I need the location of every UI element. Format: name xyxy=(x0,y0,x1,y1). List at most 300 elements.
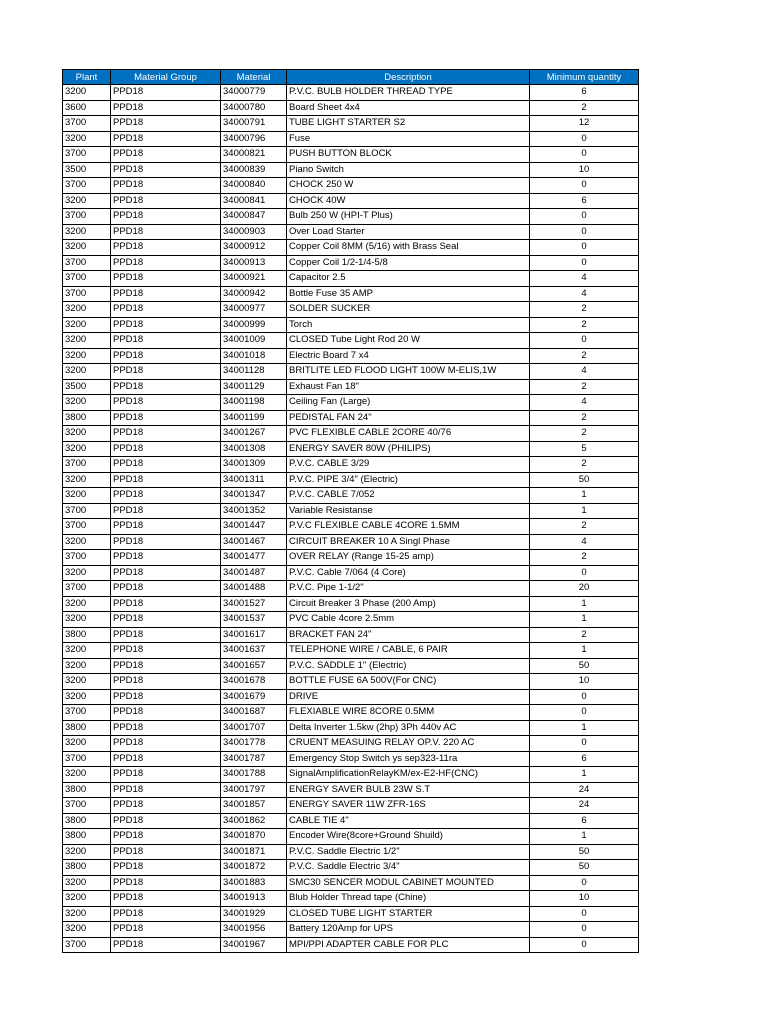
table-row xyxy=(63,751,639,767)
cell-material: 34001967 xyxy=(221,937,287,953)
cell-description: PVC FLEXIBLE CABLE 2CORE 40/76 xyxy=(287,426,530,442)
cell-material: 34001311 xyxy=(221,472,287,488)
cell-plant: 3700 xyxy=(63,937,111,953)
column-header-description: Description xyxy=(287,70,530,85)
cell-description: Ceiling Fan (Large) xyxy=(287,395,530,411)
cell-material-group: PPD18 xyxy=(111,426,221,442)
table-row xyxy=(63,922,639,938)
cell-material: 34001128 xyxy=(221,364,287,380)
cell-material: 34001488 xyxy=(221,581,287,597)
table-row xyxy=(63,271,639,287)
cell-plant: 3200 xyxy=(63,643,111,659)
cell-material: 34001199 xyxy=(221,410,287,426)
table-row xyxy=(63,193,639,209)
cell-material-group: PPD18 xyxy=(111,860,221,876)
cell-material-group: PPD18 xyxy=(111,255,221,271)
cell-material: 34001707 xyxy=(221,720,287,736)
cell-description: P.V.C. Pipe 1-1/2" xyxy=(287,581,530,597)
cell-description: PEDISTAL FAN 24" xyxy=(287,410,530,426)
table-row xyxy=(63,674,639,690)
cell-material: 34001487 xyxy=(221,565,287,581)
cell-minimum-quantity: 1 xyxy=(530,720,639,736)
cell-minimum-quantity: 0 xyxy=(530,565,639,581)
table-row xyxy=(63,844,639,860)
table-row xyxy=(63,519,639,535)
cell-material-group: PPD18 xyxy=(111,503,221,519)
cell-plant: 3200 xyxy=(63,348,111,364)
cell-material-group: PPD18 xyxy=(111,534,221,550)
cell-material-group: PPD18 xyxy=(111,302,221,318)
cell-material-group: PPD18 xyxy=(111,612,221,628)
cell-material-group: PPD18 xyxy=(111,829,221,845)
column-header-plant: Plant xyxy=(63,70,111,85)
cell-minimum-quantity: 2 xyxy=(530,410,639,426)
cell-plant: 3700 xyxy=(63,751,111,767)
cell-plant: 3200 xyxy=(63,302,111,318)
cell-material: 34000912 xyxy=(221,240,287,256)
cell-material: 34001679 xyxy=(221,689,287,705)
cell-material: 34001787 xyxy=(221,751,287,767)
cell-material: 34001778 xyxy=(221,736,287,752)
cell-description: Copper Coil 1/2-1/4-5/8 xyxy=(287,255,530,271)
cell-description: SOLDER SUCKER xyxy=(287,302,530,318)
cell-plant: 3200 xyxy=(63,224,111,240)
cell-minimum-quantity: 1 xyxy=(530,503,639,519)
cell-plant: 3700 xyxy=(63,116,111,132)
cell-material: 34001009 xyxy=(221,333,287,349)
cell-minimum-quantity: 6 xyxy=(530,193,639,209)
cell-description: BRACKET FAN 24" xyxy=(287,627,530,643)
cell-minimum-quantity: 50 xyxy=(530,860,639,876)
cell-description: MPI/PPI ADAPTER CABLE FOR PLC xyxy=(287,937,530,953)
header-row xyxy=(63,70,639,85)
column-header-material-group: Material Group xyxy=(111,70,221,85)
cell-material: 34001870 xyxy=(221,829,287,845)
cell-minimum-quantity: 6 xyxy=(530,813,639,829)
table-row xyxy=(63,286,639,302)
cell-plant: 3800 xyxy=(63,410,111,426)
cell-material: 34001537 xyxy=(221,612,287,628)
cell-material: 34000840 xyxy=(221,178,287,194)
cell-plant: 3200 xyxy=(63,317,111,333)
cell-description: CRUENT MEASUING RELAY OP.V. 220 AC xyxy=(287,736,530,752)
cell-material-group: PPD18 xyxy=(111,100,221,116)
cell-minimum-quantity: 4 xyxy=(530,534,639,550)
cell-material: 34001198 xyxy=(221,395,287,411)
cell-plant: 3700 xyxy=(63,255,111,271)
table-row xyxy=(63,720,639,736)
cell-minimum-quantity: 0 xyxy=(530,224,639,240)
cell-minimum-quantity: 0 xyxy=(530,178,639,194)
cell-minimum-quantity: 4 xyxy=(530,271,639,287)
table-row xyxy=(63,224,639,240)
cell-plant: 3800 xyxy=(63,860,111,876)
cell-plant: 3800 xyxy=(63,782,111,798)
cell-plant: 3700 xyxy=(63,581,111,597)
cell-material-group: PPD18 xyxy=(111,116,221,132)
cell-plant: 3200 xyxy=(63,596,111,612)
cell-minimum-quantity: 6 xyxy=(530,85,639,101)
cell-material: 34001347 xyxy=(221,488,287,504)
table-row xyxy=(63,333,639,349)
cell-description: PVC Cable 4core 2.5mm xyxy=(287,612,530,628)
cell-material: 34001637 xyxy=(221,643,287,659)
cell-material: 34001797 xyxy=(221,782,287,798)
table-row xyxy=(63,302,639,318)
table-row xyxy=(63,550,639,566)
cell-plant: 3700 xyxy=(63,147,111,163)
cell-minimum-quantity: 0 xyxy=(530,333,639,349)
table-row xyxy=(63,705,639,721)
cell-plant: 3700 xyxy=(63,503,111,519)
cell-material-group: PPD18 xyxy=(111,333,221,349)
cell-material: 34001308 xyxy=(221,441,287,457)
column-header-minimum-quantity: Minimum quantity xyxy=(530,70,639,85)
cell-description: Over Load Starter xyxy=(287,224,530,240)
table-row xyxy=(63,85,639,101)
cell-description: P.V.C. CABLE 3/29 xyxy=(287,457,530,473)
cell-minimum-quantity: 1 xyxy=(530,596,639,612)
table-row xyxy=(63,782,639,798)
cell-plant: 3700 xyxy=(63,550,111,566)
table-row xyxy=(63,689,639,705)
cell-description: Exhaust Fan 18" xyxy=(287,379,530,395)
cell-plant: 3600 xyxy=(63,100,111,116)
cell-material-group: PPD18 xyxy=(111,922,221,938)
table-row xyxy=(63,426,639,442)
table-row xyxy=(63,441,639,457)
cell-minimum-quantity: 2 xyxy=(530,457,639,473)
cell-material-group: PPD18 xyxy=(111,131,221,147)
cell-plant: 3200 xyxy=(63,395,111,411)
cell-description: Variable Resistanse xyxy=(287,503,530,519)
cell-plant: 3700 xyxy=(63,286,111,302)
cell-plant: 3200 xyxy=(63,131,111,147)
cell-material: 34001871 xyxy=(221,844,287,860)
cell-description: SMC30 SENCER MODUL CABINET MOUNTED xyxy=(287,875,530,891)
cell-minimum-quantity: 0 xyxy=(530,147,639,163)
cell-material: 34001447 xyxy=(221,519,287,535)
table-row xyxy=(63,534,639,550)
cell-description: ENERGY SAVER 80W (PHILIPS) xyxy=(287,441,530,457)
cell-minimum-quantity: 0 xyxy=(530,937,639,953)
cell-material-group: PPD18 xyxy=(111,224,221,240)
cell-material: 34001477 xyxy=(221,550,287,566)
cell-material-group: PPD18 xyxy=(111,85,221,101)
cell-plant: 3800 xyxy=(63,720,111,736)
table-row xyxy=(63,612,639,628)
table-row xyxy=(63,488,639,504)
cell-description: Bottle Fuse 35 AMP xyxy=(287,286,530,302)
cell-minimum-quantity: 0 xyxy=(530,875,639,891)
table-row xyxy=(63,457,639,473)
cell-plant: 3200 xyxy=(63,488,111,504)
table-row xyxy=(63,937,639,953)
cell-minimum-quantity: 2 xyxy=(530,426,639,442)
table-row xyxy=(63,395,639,411)
cell-plant: 3200 xyxy=(63,875,111,891)
cell-material-group: PPD18 xyxy=(111,767,221,783)
cell-material: 34000779 xyxy=(221,85,287,101)
cell-material-group: PPD18 xyxy=(111,565,221,581)
cell-plant: 3200 xyxy=(63,565,111,581)
cell-plant: 3200 xyxy=(63,736,111,752)
cell-material: 34000796 xyxy=(221,131,287,147)
table-row xyxy=(63,596,639,612)
cell-material-group: PPD18 xyxy=(111,689,221,705)
cell-minimum-quantity: 2 xyxy=(530,379,639,395)
cell-material-group: PPD18 xyxy=(111,162,221,178)
cell-minimum-quantity: 6 xyxy=(530,751,639,767)
table-row xyxy=(63,565,639,581)
table-row xyxy=(63,410,639,426)
cell-material-group: PPD18 xyxy=(111,488,221,504)
table-row xyxy=(63,829,639,845)
cell-description: P.V.C. BULB HOLDER THREAD TYPE xyxy=(287,85,530,101)
table-row xyxy=(63,860,639,876)
cell-description: FLEXIABLE WIRE 8CORE 0.5MM xyxy=(287,705,530,721)
cell-minimum-quantity: 5 xyxy=(530,441,639,457)
table-row xyxy=(63,147,639,163)
cell-minimum-quantity: 2 xyxy=(530,317,639,333)
cell-description: Board Sheet 4x4 xyxy=(287,100,530,116)
cell-description: Emergency Stop Switch ys sep323-11ra xyxy=(287,751,530,767)
table-row xyxy=(63,813,639,829)
cell-material-group: PPD18 xyxy=(111,782,221,798)
cell-material: 34001467 xyxy=(221,534,287,550)
cell-minimum-quantity: 2 xyxy=(530,302,639,318)
cell-material-group: PPD18 xyxy=(111,147,221,163)
table-row xyxy=(63,317,639,333)
cell-plant: 3200 xyxy=(63,922,111,938)
cell-plant: 3200 xyxy=(63,891,111,907)
cell-material-group: PPD18 xyxy=(111,519,221,535)
cell-minimum-quantity: 4 xyxy=(530,395,639,411)
cell-plant: 3200 xyxy=(63,906,111,922)
cell-plant: 3700 xyxy=(63,271,111,287)
cell-material: 34000921 xyxy=(221,271,287,287)
table-row xyxy=(63,364,639,380)
cell-material-group: PPD18 xyxy=(111,441,221,457)
cell-description: CLOSED TUBE LIGHT STARTER xyxy=(287,906,530,922)
cell-minimum-quantity: 0 xyxy=(530,240,639,256)
cell-minimum-quantity: 2 xyxy=(530,550,639,566)
cell-plant: 3800 xyxy=(63,829,111,845)
table-row xyxy=(63,379,639,395)
cell-plant: 3200 xyxy=(63,767,111,783)
cell-minimum-quantity: 0 xyxy=(530,255,639,271)
table-row xyxy=(63,240,639,256)
cell-plant: 3200 xyxy=(63,426,111,442)
cell-material: 34001527 xyxy=(221,596,287,612)
cell-material-group: PPD18 xyxy=(111,472,221,488)
cell-material-group: PPD18 xyxy=(111,705,221,721)
cell-description: Bulb 250 W (HPI-T Plus) xyxy=(287,209,530,225)
cell-minimum-quantity: 2 xyxy=(530,100,639,116)
cell-description: P.V.C. Saddle Electric 3/4" xyxy=(287,860,530,876)
cell-material-group: PPD18 xyxy=(111,286,221,302)
cell-plant: 3200 xyxy=(63,658,111,674)
cell-material-group: PPD18 xyxy=(111,751,221,767)
cell-minimum-quantity: 0 xyxy=(530,131,639,147)
cell-material-group: PPD18 xyxy=(111,844,221,860)
cell-minimum-quantity: 0 xyxy=(530,906,639,922)
cell-plant: 3200 xyxy=(63,612,111,628)
cell-material: 34000821 xyxy=(221,147,287,163)
cell-plant: 3200 xyxy=(63,689,111,705)
cell-material: 34001929 xyxy=(221,906,287,922)
cell-description: CIRCUIT BREAKER 10 A Singl Phase xyxy=(287,534,530,550)
table-row xyxy=(63,116,639,132)
table-row xyxy=(63,798,639,814)
cell-material: 34001872 xyxy=(221,860,287,876)
cell-material: 34001687 xyxy=(221,705,287,721)
cell-description: ENERGY SAVER 11W ZFR-16S xyxy=(287,798,530,814)
cell-plant: 3800 xyxy=(63,627,111,643)
cell-plant: 3200 xyxy=(63,193,111,209)
cell-minimum-quantity: 0 xyxy=(530,736,639,752)
cell-material: 34001862 xyxy=(221,813,287,829)
cell-material-group: PPD18 xyxy=(111,581,221,597)
cell-plant: 3700 xyxy=(63,798,111,814)
cell-description: Battery 120Amp for UPS xyxy=(287,922,530,938)
cell-minimum-quantity: 0 xyxy=(530,209,639,225)
table-row xyxy=(63,627,639,643)
cell-material: 34001678 xyxy=(221,674,287,690)
cell-description: CABLE TIE 4" xyxy=(287,813,530,829)
cell-material-group: PPD18 xyxy=(111,674,221,690)
cell-material-group: PPD18 xyxy=(111,364,221,380)
cell-material: 34000999 xyxy=(221,317,287,333)
cell-description: SignalAmplificationRelayKM/ex-E2-HF(CNC) xyxy=(287,767,530,783)
cell-material: 34000839 xyxy=(221,162,287,178)
cell-plant: 3700 xyxy=(63,209,111,225)
cell-material: 34000791 xyxy=(221,116,287,132)
cell-plant: 3200 xyxy=(63,472,111,488)
cell-description: Copper Coil 8MM (5/16) with Brass Seal xyxy=(287,240,530,256)
cell-description: CLOSED Tube Light Rod 20 W xyxy=(287,333,530,349)
cell-plant: 3800 xyxy=(63,813,111,829)
cell-plant: 3200 xyxy=(63,844,111,860)
cell-material: 34001129 xyxy=(221,379,287,395)
table-row xyxy=(63,581,639,597)
table-row xyxy=(63,178,639,194)
cell-material-group: PPD18 xyxy=(111,271,221,287)
cell-minimum-quantity: 1 xyxy=(530,643,639,659)
cell-minimum-quantity: 10 xyxy=(530,162,639,178)
table-row xyxy=(63,875,639,891)
cell-material: 34000841 xyxy=(221,193,287,209)
cell-description: DRIVE xyxy=(287,689,530,705)
cell-material-group: PPD18 xyxy=(111,209,221,225)
cell-description: ENERGY SAVER BULB 23W S.T xyxy=(287,782,530,798)
cell-material-group: PPD18 xyxy=(111,178,221,194)
cell-material-group: PPD18 xyxy=(111,798,221,814)
cell-material-group: PPD18 xyxy=(111,658,221,674)
cell-description: Capacitor 2.5 xyxy=(287,271,530,287)
cell-plant: 3200 xyxy=(63,534,111,550)
column-header-material: Material xyxy=(221,70,287,85)
cell-minimum-quantity: 4 xyxy=(530,364,639,380)
table-row xyxy=(63,255,639,271)
cell-minimum-quantity: 10 xyxy=(530,674,639,690)
cell-material: 34001956 xyxy=(221,922,287,938)
cell-material-group: PPD18 xyxy=(111,193,221,209)
cell-minimum-quantity: 20 xyxy=(530,581,639,597)
cell-material: 34000847 xyxy=(221,209,287,225)
cell-description: PUSH BUTTON BLOCK xyxy=(287,147,530,163)
table-row xyxy=(63,348,639,364)
cell-minimum-quantity: 4 xyxy=(530,286,639,302)
cell-material-group: PPD18 xyxy=(111,906,221,922)
cell-description: Fuse xyxy=(287,131,530,147)
cell-minimum-quantity: 2 xyxy=(530,519,639,535)
cell-description: BOTTLE FUSE 6A 500V(For CNC) xyxy=(287,674,530,690)
cell-material: 34001857 xyxy=(221,798,287,814)
cell-material-group: PPD18 xyxy=(111,348,221,364)
cell-material-group: PPD18 xyxy=(111,240,221,256)
cell-material: 34001309 xyxy=(221,457,287,473)
cell-description: OVER RELAY (Range 15-25 amp) xyxy=(287,550,530,566)
cell-description: P.V.C. CABLE 7/052 xyxy=(287,488,530,504)
cell-description: BRITLITE LED FLOOD LIGHT 100W M-ELIS,1W xyxy=(287,364,530,380)
cell-description: Circuit Breaker 3 Phase (200 Amp) xyxy=(287,596,530,612)
cell-description: CHOCK 250 W xyxy=(287,178,530,194)
cell-plant: 3700 xyxy=(63,457,111,473)
cell-minimum-quantity: 0 xyxy=(530,922,639,938)
cell-material: 34001788 xyxy=(221,767,287,783)
cell-minimum-quantity: 0 xyxy=(530,689,639,705)
table-row xyxy=(63,658,639,674)
cell-plant: 3500 xyxy=(63,162,111,178)
cell-description: Torch xyxy=(287,317,530,333)
cell-plant: 3200 xyxy=(63,364,111,380)
cell-material-group: PPD18 xyxy=(111,457,221,473)
table-row xyxy=(63,503,639,519)
cell-material-group: PPD18 xyxy=(111,410,221,426)
table-row xyxy=(63,209,639,225)
cell-minimum-quantity: 1 xyxy=(530,767,639,783)
cell-minimum-quantity: 1 xyxy=(530,829,639,845)
cell-plant: 3200 xyxy=(63,674,111,690)
cell-description: P.V.C. SADDLE 1" (Electric) xyxy=(287,658,530,674)
cell-material: 34000977 xyxy=(221,302,287,318)
cell-description: Encoder Wire(8core+Ground Shuild) xyxy=(287,829,530,845)
cell-description: Delta Inverter 1.5kw (2hp) 3Ph 440v AC xyxy=(287,720,530,736)
cell-material: 34000913 xyxy=(221,255,287,271)
table-row xyxy=(63,131,639,147)
cell-material-group: PPD18 xyxy=(111,720,221,736)
table-body xyxy=(63,85,639,953)
cell-material: 34000903 xyxy=(221,224,287,240)
cell-plant: 3200 xyxy=(63,441,111,457)
cell-material: 34001018 xyxy=(221,348,287,364)
table-row xyxy=(63,100,639,116)
cell-material: 34001883 xyxy=(221,875,287,891)
cell-minimum-quantity: 10 xyxy=(530,891,639,907)
cell-material-group: PPD18 xyxy=(111,379,221,395)
table-row xyxy=(63,643,639,659)
cell-minimum-quantity: 50 xyxy=(530,844,639,860)
cell-material: 34001352 xyxy=(221,503,287,519)
cell-minimum-quantity: 2 xyxy=(530,348,639,364)
cell-description: P.V.C. Cable 7/064 (4 Core) xyxy=(287,565,530,581)
cell-material-group: PPD18 xyxy=(111,596,221,612)
cell-material: 34001657 xyxy=(221,658,287,674)
cell-material-group: PPD18 xyxy=(111,891,221,907)
cell-minimum-quantity: 50 xyxy=(530,472,639,488)
cell-minimum-quantity: 2 xyxy=(530,627,639,643)
